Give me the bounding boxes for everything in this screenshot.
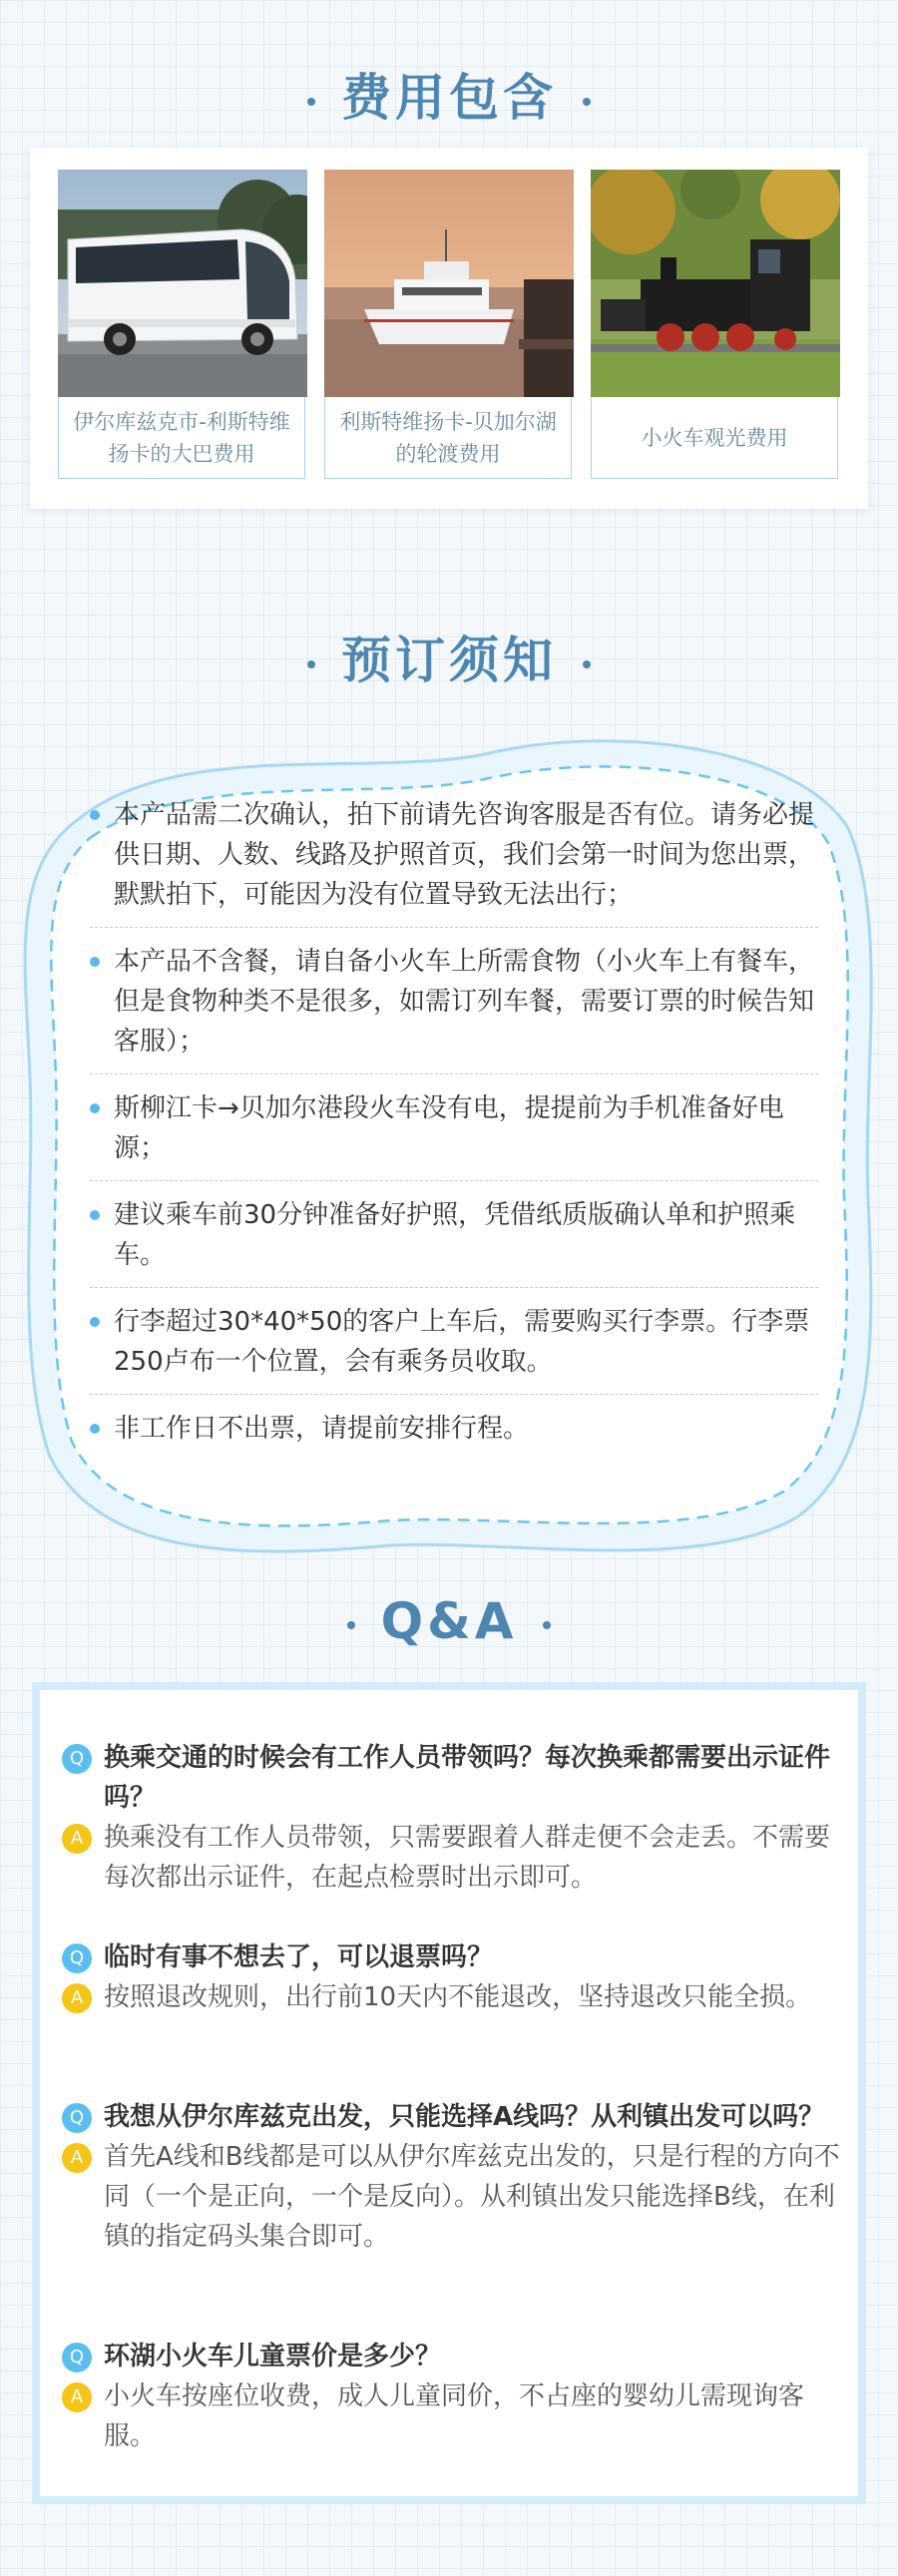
qa-box bbox=[32, 1682, 866, 2504]
question-text: 换乘交通的时候会有工作人员带领吗？每次换乘都需要出示证件吗？ bbox=[104, 1743, 831, 1813]
question bbox=[62, 1937, 840, 1977]
bullet-dot bbox=[90, 810, 100, 820]
bullet-dot bbox=[90, 1424, 100, 1434]
fee-caption-ferry: 利斯特维扬卡-贝加尔湖的轮渡费用 bbox=[324, 397, 572, 479]
bullet-dot bbox=[90, 957, 100, 967]
bullet-dot bbox=[90, 1210, 100, 1220]
bullet-dot bbox=[90, 1317, 100, 1327]
question-badge-icon: Q bbox=[62, 2103, 92, 2133]
answer bbox=[62, 2137, 840, 2257]
bullet-dot bbox=[90, 1103, 100, 1113]
ferry-photo bbox=[324, 170, 574, 397]
notice-item bbox=[90, 1407, 818, 1461]
answer-badge-icon: A bbox=[62, 1983, 92, 2013]
answer-text: 小火车按座位收费，成人儿童同价，不占座的婴幼儿需现询客服。 bbox=[104, 2381, 805, 2451]
fee-card bbox=[30, 148, 868, 509]
title-dot-left bbox=[307, 660, 315, 668]
question-badge-icon: Q bbox=[62, 1943, 92, 1973]
answer bbox=[62, 1818, 840, 1898]
steam-train-photo bbox=[591, 170, 840, 397]
qa-section-title bbox=[0, 1592, 898, 1650]
title-dot-left bbox=[347, 1621, 355, 1629]
answer-badge-icon: A bbox=[62, 1824, 92, 1854]
answer bbox=[62, 1977, 840, 2017]
answer-text: 按照退改规则，出行前10天内不能退改，坚持退改只能全损。 bbox=[104, 1982, 812, 2012]
fee-caption-bus: 伊尔库兹克市-利斯特维扬卡的大巴费用 bbox=[58, 397, 305, 479]
title-dot-left bbox=[307, 98, 315, 106]
question-text: 环湖小火车儿童票价是多少？ bbox=[104, 2342, 442, 2371]
notice-item bbox=[90, 1193, 818, 1288]
fee-section-title bbox=[0, 58, 898, 130]
question-badge-icon: Q bbox=[62, 1744, 92, 1774]
fee-item-train bbox=[591, 170, 840, 479]
fee-item-ferry bbox=[324, 170, 574, 479]
notice-list bbox=[90, 793, 818, 1473]
answer-text: 换乘没有工作人员带领，只需要跟着人群走便不会走丢。不需要每次都出示证件，在起点检票时出示即可。 bbox=[104, 1823, 831, 1893]
notice-section-title bbox=[0, 621, 898, 692]
title-dot-right bbox=[583, 660, 591, 668]
notice-item bbox=[90, 1300, 818, 1395]
notice-text: 行李超过30*40*50的客户上车后，需要购买行李票。行李票250卢布一个位置，会有乘务员收取。 bbox=[114, 1307, 810, 1377]
question bbox=[62, 2337, 840, 2376]
fee-caption-train: 小火车观光费用 bbox=[591, 397, 838, 479]
notice-text: 建议乘车前30分钟准备好护照，凭借纸质版确认单和护照乘车。 bbox=[114, 1200, 796, 1270]
qa-item bbox=[62, 1937, 840, 2017]
fee-item-bus bbox=[58, 170, 307, 479]
answer-text: 首先A线和B线都是可以从伊尔库兹克出发的，只是行程的方向不同（一个是正向，一个是反向）。从利镇出发只能选择B线，在利镇的指定码头集合即可。 bbox=[104, 2142, 840, 2252]
question bbox=[62, 1738, 840, 1818]
notice-item bbox=[90, 940, 818, 1074]
qa-title-text: Q&A bbox=[380, 1592, 518, 1650]
notice-item bbox=[90, 793, 818, 928]
notice-text: 本产品需二次确认，拍下前请先咨询客服是否有位。请务必提供日期、人数、线路及护照首页，我们会第一时间为您出票，默默拍下，可能因为没有位置导致无法出行； bbox=[114, 800, 815, 910]
notice-text: 本产品不含餐，请自备小火车上所需食物（小火车上有餐车，但是食物种类不是很多，如需订列车餐，需要订票的时候告知客服）； bbox=[114, 947, 815, 1057]
answer-badge-icon: A bbox=[62, 2382, 92, 2412]
qa-item bbox=[62, 2337, 840, 2456]
question bbox=[62, 2097, 840, 2137]
answer bbox=[62, 2376, 840, 2456]
notice-text: 斯柳江卡→贝加尔港段火车没有电，提提前为手机准备好电源； bbox=[114, 1093, 784, 1163]
question-text: 临时有事不想去了，可以退票吗？ bbox=[104, 1942, 494, 1972]
fee-title-text: 费用包含 bbox=[341, 69, 557, 127]
qa-item bbox=[62, 2097, 840, 2257]
bus-photo bbox=[58, 170, 307, 397]
notice-title-text: 预订须知 bbox=[341, 632, 557, 689]
title-dot-right bbox=[583, 98, 591, 106]
question-badge-icon: Q bbox=[62, 2343, 92, 2372]
title-dot-right bbox=[543, 1621, 551, 1629]
answer-badge-icon: A bbox=[62, 2143, 92, 2173]
notice-item bbox=[90, 1086, 818, 1181]
notice-text: 非工作日不出票，请提前安排行程。 bbox=[114, 1414, 530, 1444]
question-text: 我想从伊尔库兹克出发，只能选择A线吗？从利镇出发可以吗？ bbox=[104, 2102, 825, 2132]
qa-item bbox=[62, 1738, 840, 1898]
